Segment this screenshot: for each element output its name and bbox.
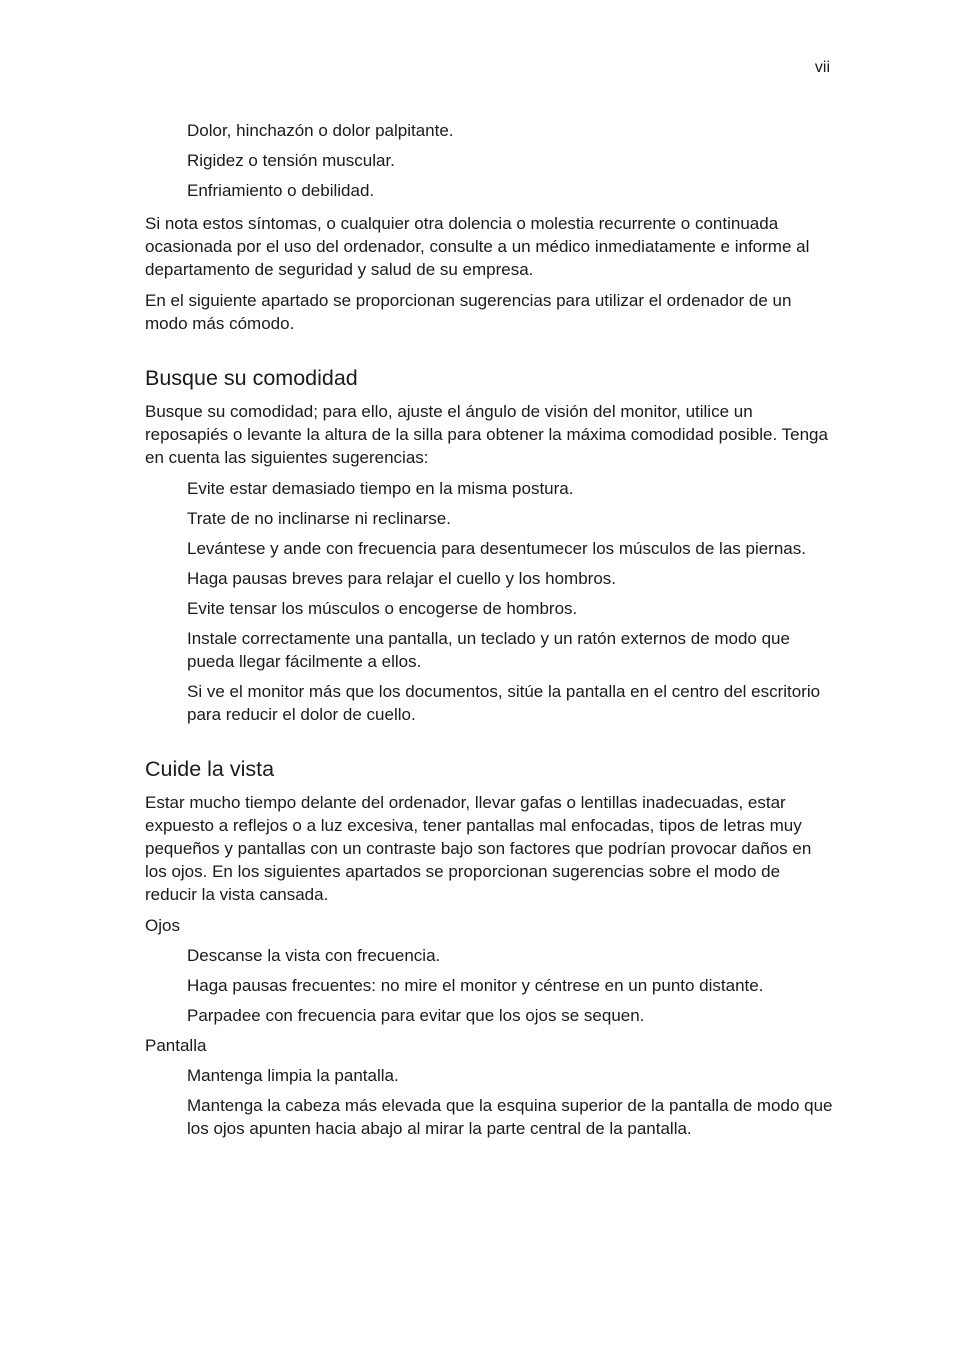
body-paragraph: Estar mucho tiempo delante del ordenador, llevar gafas o lentillas inadecuadas, estar expuesto a reflejos o a luz excesiva, tener pantallas mal enfocadas, tipos de letras muy pequeños y pantallas con un contraste bajo son factores que podrían provocar daños en los ojos. En los siguientes apartados se proporcionan sugerencias sobre el modo de reducir la vista cansada. — [145, 793, 812, 904]
list-item: Mantenga limpia la pantalla. — [187, 1066, 399, 1085]
list-item: Instale correctamente una pantalla, un teclado y un ratón externos de modo que pueda llegar fácilmente a ellos. — [187, 629, 790, 671]
screen-bullet-list — [145, 1064, 835, 1140]
list-item: Evite tensar los músculos o encogerse de hombros. — [187, 599, 578, 618]
body-paragraph: En el siguiente apartado se proporcionan sugerencias para utilizar el ordenador de un modo más cómodo. — [145, 291, 792, 333]
subheading-screen: Pantalla — [145, 1036, 207, 1055]
section-heading-eyes: Cuide la vista — [145, 757, 275, 781]
body-paragraph: Busque su comodidad; para ello, ajuste el ángulo de visión del monitor, utilice un reposapiés o levante la altura de la silla para obtener la máxima comodidad posible. Tenga en cuenta las siguientes sugerencias: — [145, 402, 828, 467]
list-item: Dolor, hinchazón o dolor palpitante. — [187, 121, 454, 140]
list-item: Rigidez o tensión muscular. — [187, 151, 395, 170]
page-number: vii — [814, 59, 830, 76]
page-content — [145, 119, 835, 1147]
list-item: Si ve el monitor más que los documentos, sitúe la pantalla en el centro del escritorio para reducir el dolor de cuello. — [187, 682, 821, 724]
eyes-bullet-list — [145, 944, 835, 1027]
body-paragraph: Si nota estos síntomas, o cualquier otra dolencia o molestia recurrente o continuada ocasionada por el uso del ordenador, consulte a un médico inmediatamente e informe al departamento de seguridad y salud de su empresa. — [145, 214, 810, 279]
list-item: Haga pausas breves para relajar el cuello y los hombros. — [187, 569, 617, 588]
comfort-bullet-list — [145, 477, 835, 726]
intro-bullet-list — [145, 119, 835, 202]
list-item: Haga pausas frecuentes: no mire el monitor y céntrese en un punto distante. — [187, 976, 764, 995]
subheading-eyes: Ojos — [145, 916, 180, 935]
section-heading-comfort: Busque su comodidad — [145, 366, 358, 390]
list-item: Levántese y ande con frecuencia para desentumecer los músculos de las piernas. — [187, 539, 806, 558]
list-item: Enfriamiento o debilidad. — [187, 181, 375, 200]
list-item: Descanse la vista con frecuencia. — [187, 946, 441, 965]
list-item: Parpadee con frecuencia para evitar que los ojos se sequen. — [187, 1006, 645, 1025]
list-item: Trate de no inclinarse ni reclinarse. — [187, 509, 451, 528]
list-item: Mantenga la cabeza más elevada que la esquina superior de la pantalla de modo que los ojos apunten hacia abajo al mirar la parte central de la pantalla. — [187, 1096, 833, 1138]
list-item: Evite estar demasiado tiempo en la misma postura. — [187, 479, 574, 498]
